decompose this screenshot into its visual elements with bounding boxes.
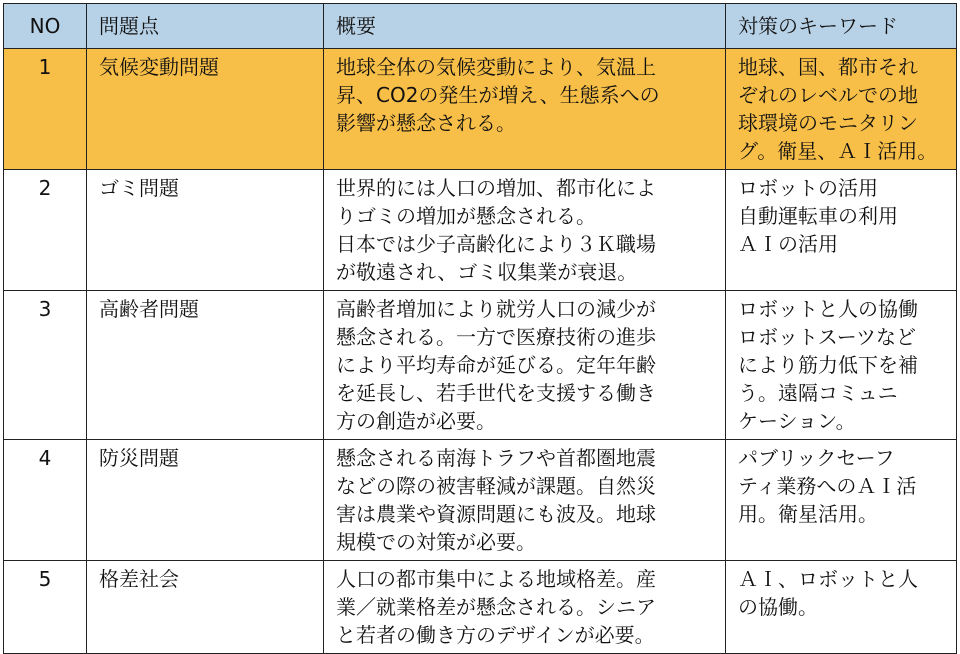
header-keywords: 対策のキーワード [726, 4, 957, 49]
issue-table [3, 3, 957, 654]
table-row [4, 291, 957, 440]
row-issue: 格差社会 [87, 561, 324, 654]
row-keywords: ロボットと人の協働 ロボットスーツなど により筋力低下を補 う。遠隔コミュニ ケーション。 [726, 291, 957, 440]
table-header [4, 4, 957, 49]
row-no: 4 [4, 440, 87, 561]
table-row [4, 440, 957, 561]
row-summary: 懸念される南海トラフや首都圏地震 などの際の被害軽減が課題。自然災 害は農業や資源問題にも波及。地球 規模での対策が必要。 [324, 440, 726, 561]
row-keywords: ロボットの活用 自動運転車の利用 ＡＩの活用 [726, 170, 957, 291]
row-keywords: 地球、国、都市それ ぞれのレベルでの地 球環境のモニタリン グ。衛星、ＡＩ活用。 [726, 49, 957, 170]
row-no: 3 [4, 291, 87, 440]
row-summary: 地球全体の気候変動により、気温上 昇、CO2の発生が増え、生態系への 影響が懸念される。 [324, 49, 726, 170]
row-no: 5 [4, 561, 87, 654]
header-issue: 問題点 [87, 4, 324, 49]
row-no: 2 [4, 170, 87, 291]
row-issue: ゴミ問題 [87, 170, 324, 291]
header-summary: 概要 [324, 4, 726, 49]
table-row [4, 49, 957, 170]
table-body [4, 49, 957, 654]
row-no: 1 [4, 49, 87, 170]
row-summary: 高齢者増加により就労人口の減少が 懸念される。一方で医療技術の進歩 により平均寿命が延びる。定年年齢 を延長し、若手世代を支援する働き 方の創造が必要。 [324, 291, 726, 440]
row-summary: 世界的には人口の増加、都市化によ りゴミの増加が懸念される。 日本では少子高齢化により３Ｋ職場 が敬遠され、ゴミ収集業が衰退。 [324, 170, 726, 291]
table-row [4, 561, 957, 654]
row-summary: 人口の都市集中による地域格差。産 業／就業格差が懸念される。シニア と若者の働き方のデザインが必要。 [324, 561, 726, 654]
row-keywords: パブリックセーフ ティ業務へのＡＩ活 用。衛星活用。 [726, 440, 957, 561]
row-issue: 気候変動問題 [87, 49, 324, 170]
table-row [4, 170, 957, 291]
row-keywords: ＡＩ、ロボットと人 の協働。 [726, 561, 957, 654]
header-no: NO [4, 4, 87, 49]
row-issue: 高齢者問題 [87, 291, 324, 440]
header-row [4, 4, 957, 49]
row-issue: 防災問題 [87, 440, 324, 561]
